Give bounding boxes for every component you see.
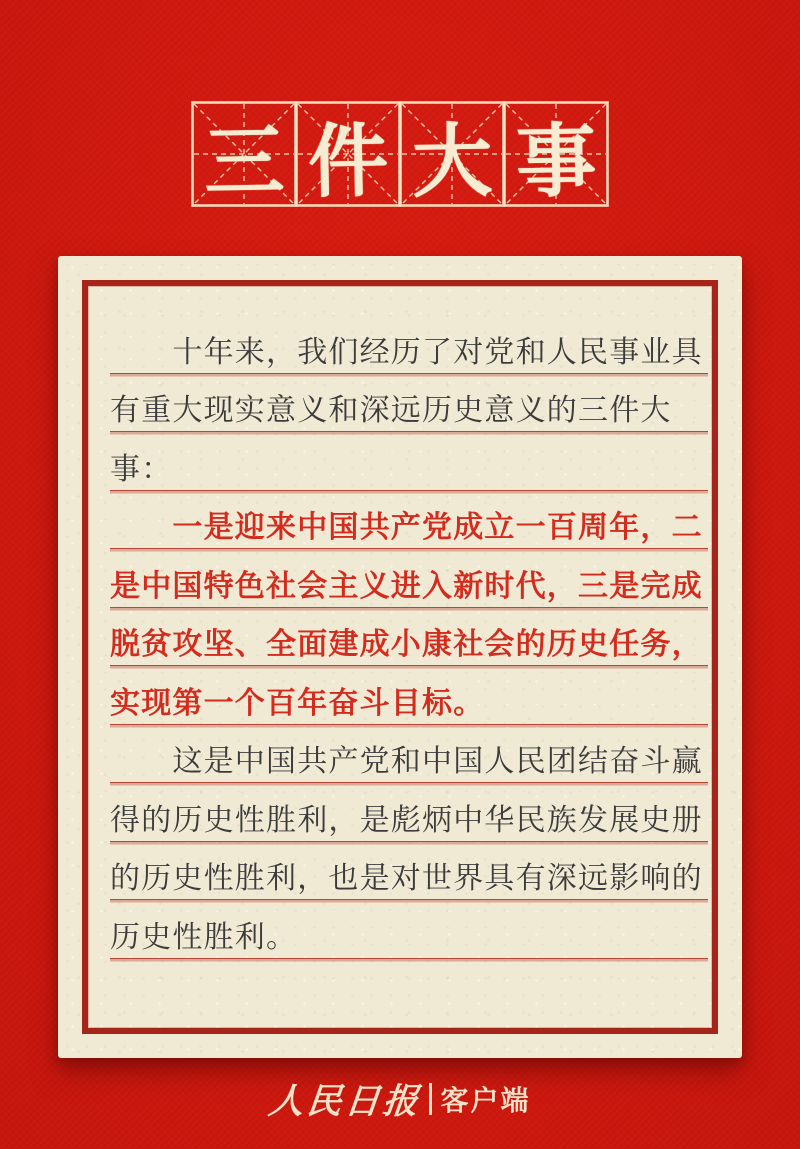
logo-divider: [429, 1083, 432, 1115]
title-char-box: [399, 101, 505, 207]
title-character: 三: [203, 117, 285, 208]
text-line: 历史性胜利。: [110, 900, 708, 959]
text-line-emphasis: 实现第一个百年奋斗目标。: [110, 666, 708, 725]
text-line-emphasis: 脱贫攻坚、全面建成小康社会的历史任务，: [110, 608, 708, 667]
title-character: 大: [411, 117, 493, 208]
text-line: 有重大现实意义和深远历史意义的三件大: [110, 374, 708, 433]
brand-logotype: 人民日报: [267, 1082, 424, 1121]
text-line: 这是中国共产党和中国人民团结奋斗赢: [110, 725, 708, 784]
text-line: 得的历史性胜利，是彪炳中华民族发展史册: [110, 783, 708, 842]
text-line-emphasis: 是中国特色社会主义进入新时代，三是完成: [110, 549, 708, 608]
title: [0, 101, 800, 207]
title-char-box: [503, 101, 609, 207]
content-card: [58, 256, 742, 1058]
text-line-emphasis: 一是迎来中国共产党成立一百周年，二: [110, 491, 708, 550]
client-label: 客户端: [440, 1085, 531, 1116]
text-line: 事：: [110, 432, 708, 491]
footer-logo: [0, 1079, 800, 1119]
title-character: 事: [515, 117, 597, 208]
text-line: 十年来，我们经历了对党和人民事业具: [110, 315, 708, 374]
title-character: 件: [307, 117, 389, 208]
text-line: 的历史性胜利，也是对世界具有深远影响的: [110, 842, 708, 901]
article-text: [110, 315, 708, 959]
title-char-box: [295, 101, 401, 207]
title-char-box: [191, 101, 297, 207]
